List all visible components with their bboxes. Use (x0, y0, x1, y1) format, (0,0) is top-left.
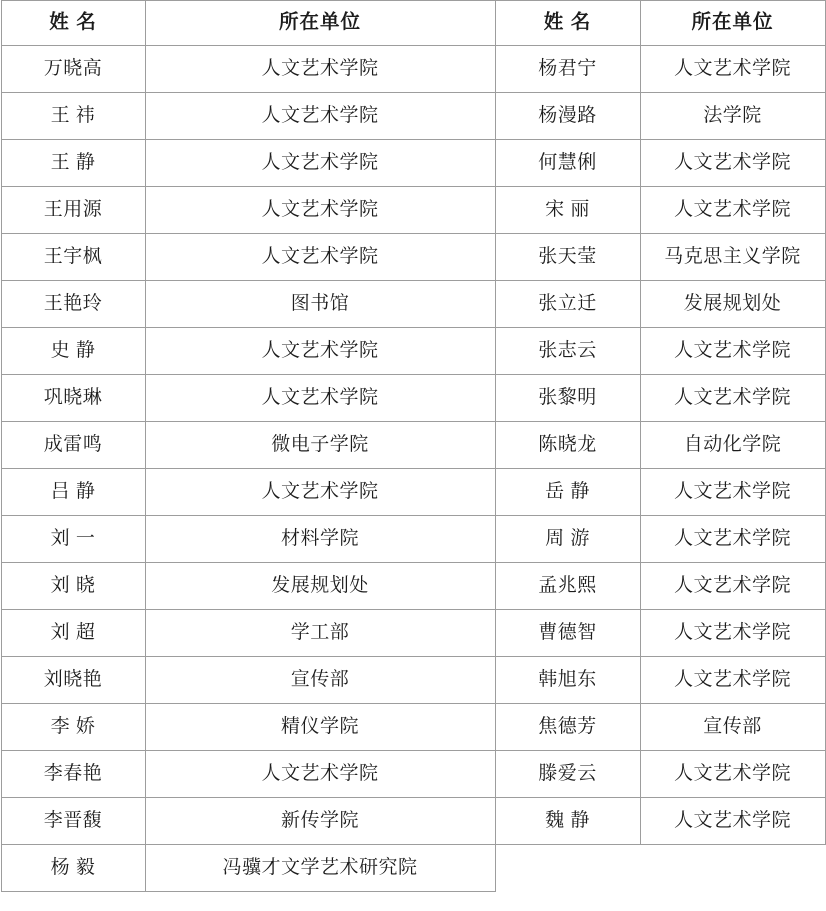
cell-unit-1: 人文艺术学院 (145, 140, 495, 187)
cell-unit-2: 人文艺术学院 (640, 187, 825, 234)
cell-name-1: 李春艳 (1, 751, 145, 798)
cell-unit-2-empty (640, 845, 825, 892)
cell-name-1: 巩晓琳 (1, 375, 145, 422)
cell-name-1: 王 静 (1, 140, 145, 187)
cell-unit-1: 人文艺术学院 (145, 46, 495, 93)
table-row (1, 469, 825, 516)
cell-unit-1: 学工部 (145, 610, 495, 657)
column-header-unit-1: 所在单位 (145, 1, 495, 46)
cell-name-2-empty (495, 845, 640, 892)
cell-unit-2: 人文艺术学院 (640, 657, 825, 704)
cell-name-2: 张黎明 (495, 375, 640, 422)
cell-name-1: 李 娇 (1, 704, 145, 751)
header-row (1, 1, 825, 46)
table-row (1, 845, 825, 892)
table-row (1, 563, 825, 610)
cell-unit-2: 自动化学院 (640, 422, 825, 469)
cell-name-2: 张立迁 (495, 281, 640, 328)
cell-name-2: 曹德智 (495, 610, 640, 657)
cell-name-1: 李晋馥 (1, 798, 145, 845)
table-row (1, 93, 825, 140)
cell-unit-2: 人文艺术学院 (640, 328, 825, 375)
table-row (1, 704, 825, 751)
cell-unit-1: 人文艺术学院 (145, 375, 495, 422)
cell-name-1: 王 祎 (1, 93, 145, 140)
cell-name-1: 成雷鸣 (1, 422, 145, 469)
cell-name-1: 刘 超 (1, 610, 145, 657)
cell-unit-1: 冯骥才文学艺术研究院 (145, 845, 495, 892)
cell-unit-1: 人文艺术学院 (145, 469, 495, 516)
cell-unit-2: 法学院 (640, 93, 825, 140)
cell-name-2: 杨漫路 (495, 93, 640, 140)
cell-name-1: 王用源 (1, 187, 145, 234)
name-unit-table (1, 0, 826, 892)
cell-unit-1: 新传学院 (145, 798, 495, 845)
cell-name-2: 何慧俐 (495, 140, 640, 187)
cell-unit-1: 宣传部 (145, 657, 495, 704)
cell-unit-1: 人文艺术学院 (145, 328, 495, 375)
cell-name-2: 焦德芳 (495, 704, 640, 751)
cell-name-2: 杨君宁 (495, 46, 640, 93)
cell-unit-1: 精仪学院 (145, 704, 495, 751)
table-row (1, 657, 825, 704)
cell-unit-2: 人文艺术学院 (640, 610, 825, 657)
cell-unit-1: 材料学院 (145, 516, 495, 563)
cell-name-1: 史 静 (1, 328, 145, 375)
cell-name-2: 周 游 (495, 516, 640, 563)
table-row (1, 281, 825, 328)
cell-name-2: 宋 丽 (495, 187, 640, 234)
cell-name-1: 刘 晓 (1, 563, 145, 610)
table-header (1, 1, 825, 46)
cell-unit-2: 人文艺术学院 (640, 140, 825, 187)
cell-unit-1: 图书馆 (145, 281, 495, 328)
cell-name-1: 王宇枫 (1, 234, 145, 281)
cell-name-2: 陈晓龙 (495, 422, 640, 469)
cell-unit-2: 人文艺术学院 (640, 46, 825, 93)
table-row (1, 140, 825, 187)
cell-unit-1: 人文艺术学院 (145, 93, 495, 140)
cell-name-1: 刘 一 (1, 516, 145, 563)
cell-unit-1: 人文艺术学院 (145, 187, 495, 234)
table-row (1, 751, 825, 798)
column-header-unit-2: 所在单位 (640, 1, 825, 46)
table-row (1, 234, 825, 281)
cell-name-2: 滕爱云 (495, 751, 640, 798)
cell-name-2: 岳 静 (495, 469, 640, 516)
cell-name-1: 吕 静 (1, 469, 145, 516)
cell-unit-2: 人文艺术学院 (640, 563, 825, 610)
cell-unit-1: 微电子学院 (145, 422, 495, 469)
cell-unit-2: 宣传部 (640, 704, 825, 751)
cell-name-2: 孟兆熙 (495, 563, 640, 610)
table-body (1, 46, 825, 892)
cell-unit-2: 马克思主义学院 (640, 234, 825, 281)
cell-name-1: 万晓高 (1, 46, 145, 93)
cell-unit-2: 人文艺术学院 (640, 516, 825, 563)
cell-name-1: 刘晓艳 (1, 657, 145, 704)
cell-unit-1: 人文艺术学院 (145, 234, 495, 281)
cell-name-2: 张天莹 (495, 234, 640, 281)
table-row (1, 422, 825, 469)
table-row (1, 187, 825, 234)
table-row (1, 516, 825, 563)
cell-unit-1: 人文艺术学院 (145, 751, 495, 798)
table-row (1, 610, 825, 657)
cell-unit-1: 发展规划处 (145, 563, 495, 610)
cell-name-2: 张志云 (495, 328, 640, 375)
table-row (1, 798, 825, 845)
column-header-name-1: 姓 名 (1, 1, 145, 46)
cell-unit-2: 人文艺术学院 (640, 751, 825, 798)
cell-unit-2: 人文艺术学院 (640, 375, 825, 422)
cell-name-1: 杨 毅 (1, 845, 145, 892)
cell-unit-2: 人文艺术学院 (640, 469, 825, 516)
cell-name-2: 韩旭东 (495, 657, 640, 704)
column-header-name-2: 姓 名 (495, 1, 640, 46)
table-row (1, 375, 825, 422)
cell-name-1: 王艳玲 (1, 281, 145, 328)
table-row (1, 328, 825, 375)
table-row (1, 46, 825, 93)
cell-unit-2: 人文艺术学院 (640, 798, 825, 845)
cell-name-2: 魏 静 (495, 798, 640, 845)
cell-unit-2: 发展规划处 (640, 281, 825, 328)
